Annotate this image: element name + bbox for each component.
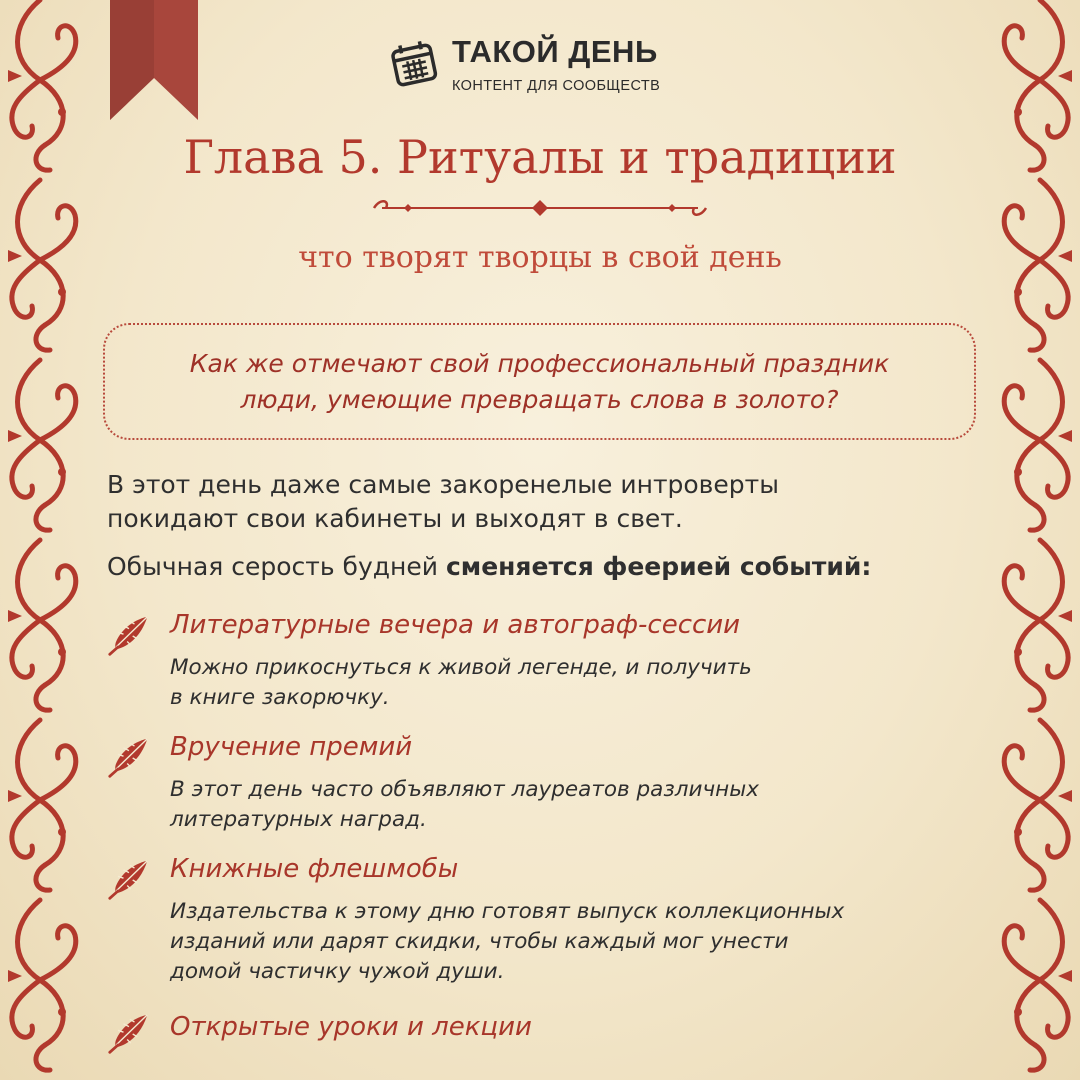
item-3-line-3: домой частичку чужой души. [170,959,505,984]
intro-line-1: В этот день даже самые закоренелые интроверты [107,470,779,499]
item-1-line-1: Можно прикоснуться к живой легенде, и получить [170,655,752,680]
logo-subtitle: КОНТЕНТ ДЛЯ СООБЩЕСТВ [452,78,661,94]
ribbon-bookmark-icon [110,0,198,120]
item-title-4: Открытые уроки и лекции [170,1012,532,1042]
quill-feather-icon [105,858,153,902]
page-subtitle: что творят творцы в свой день [298,240,782,275]
item-description-3 [170,897,844,987]
intro-paragraph [107,468,779,536]
item-1-line-2: в книге закорючку. [170,685,390,710]
intro-lead [107,550,871,584]
logo-title: ТАКОЙ ДЕНЬ [452,34,658,69]
item-description-2 [170,775,759,835]
quill-feather-icon [105,614,153,658]
intro-lead-normal: Обычная серость будней [107,552,446,581]
calendar-icon [388,38,440,90]
item-2-line-2: литературных наград. [170,807,427,832]
intro-line-2: покидают свои кабинеты и выходят в свет. [107,504,683,533]
question-line-1: Как же отмечают свой профессиональный праздник [189,348,890,378]
item-title-2: Вручение премий [170,732,413,762]
brand-logo[interactable] [388,34,718,104]
item-2-line-1: В этот день часто объявляют лауреатов различных [170,777,759,802]
item-3-line-1: Издательства к этому дню готовят выпуск коллекционных [170,899,845,924]
question-callout [103,323,976,440]
question-line-2: люди, умеющие превращать слова в золото? [240,384,839,414]
item-3-line-2: изданий или дарят скидки, чтобы каждый мог унести [170,929,789,954]
item-description-1 [170,653,752,713]
quill-feather-icon [105,1012,153,1056]
quill-feather-icon [105,736,153,780]
page-title: Глава 5. Ритуалы и традиции [183,130,897,184]
item-title-1: Литературные вечера и автограф-сессии [170,610,741,640]
title-divider-ornament [372,196,708,220]
intro-lead-bold: сменяется феерией событий: [445,552,872,581]
item-title-3: Книжные флешмобы [170,854,459,884]
